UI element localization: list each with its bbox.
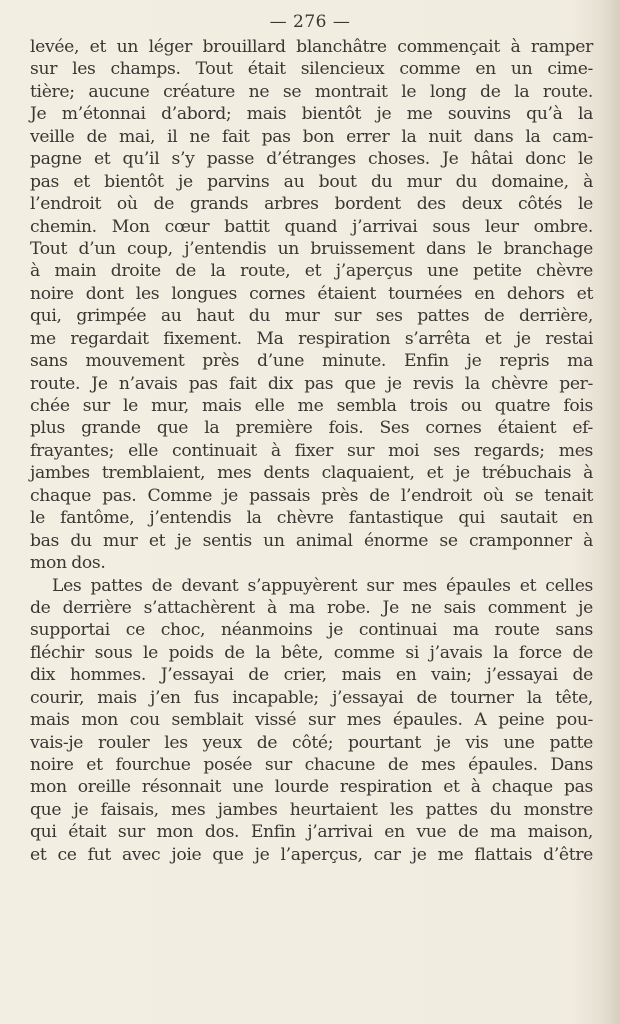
text-line: chée sur le mur, mais elle me sembla trois ou quatre fois (30, 396, 593, 416)
text-line: supportai ce choc, néanmoins je continuai ma route sans (30, 620, 593, 641)
text-line: mon oreille résonnait une lourde respiration et à chaque pas (30, 777, 593, 798)
text-line: à main droite de la route, et j’aperçus une petite chèvre (30, 261, 593, 282)
text-line: mais mon cou semblait vissé sur mes épaules. A peine pou- (30, 710, 593, 731)
text-line: me regardait fixement. Ma respiration s’arrêta et je restai (30, 328, 593, 349)
text-line: chaque pas. Comme je passais près de l’endroit où se tenait (30, 485, 593, 506)
text-line: de derrière s’attachèrent à ma robe. Je ne sais comment je (30, 597, 593, 618)
text-line: l’endroit où de grands arbres bordent des deux côtés le (30, 194, 593, 215)
text-line: sans mouvement près d’une minute. Enfin je repris ma (30, 351, 593, 372)
text-line: courir, mais j’en fus incapable; j’essayai de tourner la tête, (30, 687, 593, 708)
text-line: jambes tremblaient, mes dents claquaient, et je trébuchais à (30, 463, 593, 484)
text-line: levée, et un léger brouillard blanchâtre commençait à ramper (30, 37, 593, 57)
text-line: Les pattes de devant s’appuyèrent sur mes épaules et celles (52, 575, 593, 596)
text-line: noire et fourchue posée sur chacune de mes épaules. Dans (30, 755, 593, 775)
text-line: sur les champs. Tout était silencieux comme en un cime- (30, 59, 593, 80)
text-line: pagne et qu’il s’y passe d’étranges choses. Je hâtai donc le (30, 149, 593, 170)
text-line: pas et bientôt je parvins au bout du mur du domaine, à (30, 171, 593, 192)
text-line: le fantôme, j’entendis la chèvre fantastique qui sautait en (30, 508, 593, 529)
text-line: vais-je rouler les yeux de côté; pourtant je vis une patte (30, 732, 593, 753)
text-line: noire dont les longues cornes étaient tournées en dehors et (30, 283, 593, 304)
text-line: qui, grimpée au haut du mur sur ses pattes de derrière, (30, 306, 593, 327)
text-line: mon dos. (30, 553, 106, 574)
text-line: bas du mur et je sentis un animal énorme se cramponner à (30, 530, 593, 551)
page-number: — 276 — (269, 12, 351, 32)
body-text (30, 36, 593, 866)
text-line: chemin. Mon cœur battit quand j’arrivai sous leur ombre. (30, 216, 593, 237)
text-line: plus grande que la première fois. Ses cornes étaient ef- (30, 418, 593, 439)
text-line: Tout d’un coup, j’entendis un bruissement dans le branchage (30, 238, 593, 259)
text-line: veille de mai, il ne fait pas bon errer la nuit dans la cam- (30, 126, 593, 147)
text-line: qui était sur mon dos. Enfin j’arrivai en vue de ma maison, (30, 822, 593, 843)
text-line: et ce fut avec joie que je l’aperçus, car je me flattais d’être (30, 844, 593, 865)
text-line: frayantes; elle continuait à fixer sur moi ses regards; mes (30, 440, 593, 461)
text-line: Je m’étonnai d’abord; mais bientôt je me souvins qu’à la (30, 104, 593, 125)
text-line: tière; aucune créature ne se montrait le long de la route. (30, 81, 593, 102)
text-line: dix hommes. J’essayai de crier, mais en vain; j’essayai de (30, 665, 593, 686)
text-line: fléchir sous le poids de la bête, comme si j’avais la force de (30, 642, 593, 663)
text-line: route. Je n’avais pas fait dix pas que je revis la chèvre per- (30, 373, 593, 394)
text-line: que je faisais, mes jambes heurtaient les pattes du monstre (30, 799, 593, 820)
